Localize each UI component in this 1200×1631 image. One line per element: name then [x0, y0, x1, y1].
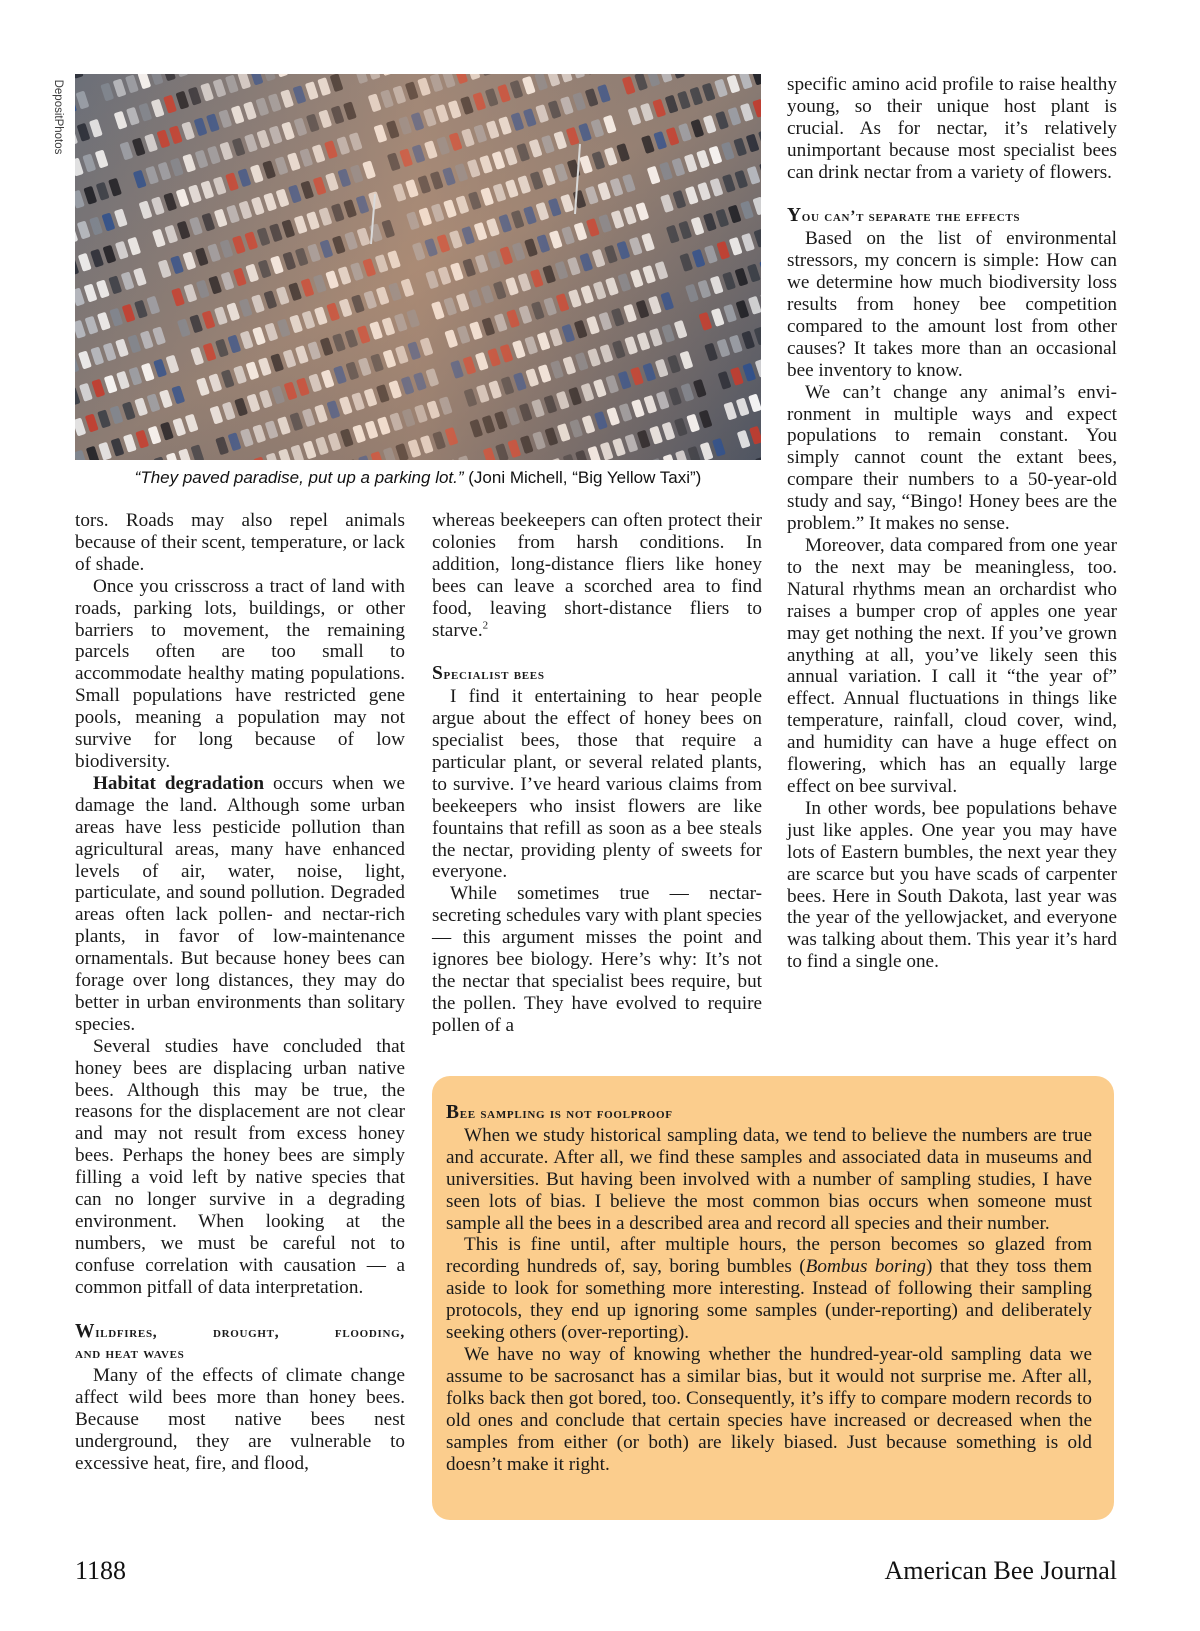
col3-paragraph-4: Moreover, data compared from one year to the next may be meaningless, too. Natural rhythms mean an orchardist who raises a bumper crop of apples one year may get nothing the next. If you’ve grown anything at all, you’ve likely seen this annual variation. I call it “the year of” effect. Annual fluctuations in things like temperature, rainfall, cloud cover, wind, and humidity can have a huge effect on flowering, which has an equally large effect on bee survival.: [787, 535, 1117, 797]
sidebar-paragraph-1: When we study historical sampling data, we tend to believe the numbers are true and accurate. After all, we find these samples and associated data in museums and universities. But having been involved with a number of sampling studies, I have seen lots of bias. I believe the most common bias occurs when someone must sample all the bees in a described area and record all species and their number.: [446, 1124, 1092, 1234]
col1-paragraph-3: Habitat degradation occurs when we damage the land. Although some urban areas have less pesticide pollution than agricultural areas, many have enhanced levels of air, water, noise, light, particulate, and sound pollution. Degraded areas often lack pollen- and nectar-rich plants, in favor of low-maintenance ornamentals. But because honey bees can forage over long distances, they may do better in urban environments than solitary species.: [75, 772, 405, 1035]
heading-wildfires-line2: and heat waves: [75, 1345, 185, 1363]
column-1: [75, 510, 405, 1475]
caption-quote: “They paved paradise, put up a parking lot.”: [134, 468, 464, 487]
col1-paragraph-2: Once you crisscross a tract of land with roads, parking lots, buildings, or other barriers to movement, the remaining parcels often are too small to accommodate healthy mating populations. Small populations have restricted gene pools, meaning a population may not survive for long because of low biodiversity.: [75, 575, 405, 772]
col2-paragraph-3: While sometimes true — nectar-secreting schedules vary with plant species — this argument misses the point and ignores bee biology. Here’s why: It’s not the nectar that specialist bees require, but the pollen. They have evolved to require pollen of a: [432, 883, 762, 1036]
col3-paragraph-5: In other words, bee populations behave just like apples. One year you may have lots of Eastern bumbles, the next year they are scarce but you have scads of carpenter bees. Here in South Dakota, last year was the year of the yellowjacket, and everyone was talking about them. This year it’s hard to find a single one.: [787, 797, 1117, 973]
sidebar-heading: Bee sampling is not foolproof: [446, 1102, 673, 1123]
sidebar-box: [432, 1076, 1114, 1520]
sidebar-paragraph-2: This is fine until, after multiple hours, the person becomes so glazed from recording hundreds of, say, boring bumbles (Bombus boring) that they toss them aside to look for something more interesting. Instead of following their sampling protocols, they end up ignoring some samples (under-reporting) and deliberately seeking others (over-reporting).: [446, 1234, 1092, 1344]
col1-paragraph-5: Many of the effects of climate change affect wild bees more than honey bees. Because most native bees nest underground, they are vulnerable to excessive heat, fire, and flood,: [75, 1365, 405, 1474]
col2-paragraph-2: I find it entertaining to hear people argue about the effect of honey bees on specialist bees, those that require a particular plant, or several related plants, to survive. I’ve heard various claims from beekeepers who insist flowers are like fountains that refill as soon as a bee steals the nectar, providing plenty of sweets for everyone.: [432, 686, 762, 883]
journal-title: American Bee Journal: [884, 1556, 1117, 1585]
page-number: 1188: [75, 1556, 127, 1585]
photo-caption: [75, 468, 761, 488]
col1-paragraph-4: Several studies have concluded that honey bees are displacing urban native bees. Although this may be true, the reasons for the displacement are not clear and may not result from excess honey bees. Perhaps the honey bees are simply filling a void left by native species that can no longer survive in a degrading environment. When looking at the numbers, we must be careful not to confuse correlation with causation — a common pitfall of data interpretation.: [75, 1035, 405, 1298]
col3-paragraph-1: specific amino acid profile to raise healthy young, so their unique host plant is crucial. As for nectar, it’s relatively unimportant because most specialist bees can drink nectar from a variety of flowers.: [787, 74, 1117, 183]
sidebar-paragraph-3: We have no way of knowing whether the hundred-year-old sampling data we assume to be sacrosanct has a similar bias, but it would not surprise me. After all, folks back then got bored, too. Consequently, it’s iffy to compare modern records to old ones and conclude that certain species have increased or decreased when the samples from either (or both) are likely biased. Just because something is old doesn’t make it right.: [446, 1343, 1092, 1475]
column-3: [787, 74, 1117, 973]
col2-paragraph-1: whereas beekeepers can often protect their colonies from harsh conditions. In addition, long-distance fliers like honey bees can leave a scorched area to find food, leaving short-distance fliers to starve.$^2$: [432, 510, 762, 641]
heading-specialist-bees: Specialist bees: [432, 663, 545, 685]
col3-paragraph-3: We can’t change any animal’s environment in multiple ways and expect populations to remain constant. You simply cannot count the extant bees, compare their numbers to a 50-year-old study and say, “Bingo! Honey bees are the problem.” It makes no sense.: [787, 381, 1117, 535]
col3-paragraph-2: Based on the list of environmental stressors, my concern is simple: How can we determine how much biodiversity loss results from honey bee competition compared to the amount lost from other causes? It takes more than an occasional bee inventory to know.: [787, 228, 1117, 381]
parking-lot-photo: [75, 74, 761, 460]
caption-source: (Joni Michell, “Big Yellow Taxi”): [463, 468, 702, 487]
habitat-degradation-term: Habitat degradation: [93, 772, 265, 794]
footnote-ref: 2: [482, 619, 489, 632]
photo-credit: DepositPhotos: [52, 79, 64, 155]
col1-paragraph-1: tors. Roads may also repel animals because of their scent, temperature, or lack of shade.: [75, 510, 405, 575]
bombus-boring-term: Bombus boring: [805, 1256, 927, 1278]
column-2: [432, 510, 762, 1037]
heading-wildfires: Wildfires, drought, flooding,: [75, 1320, 405, 1342]
heading-cant-separate: You can’t separate the effects: [787, 205, 1021, 227]
parking-lot-illustration: [75, 74, 761, 460]
